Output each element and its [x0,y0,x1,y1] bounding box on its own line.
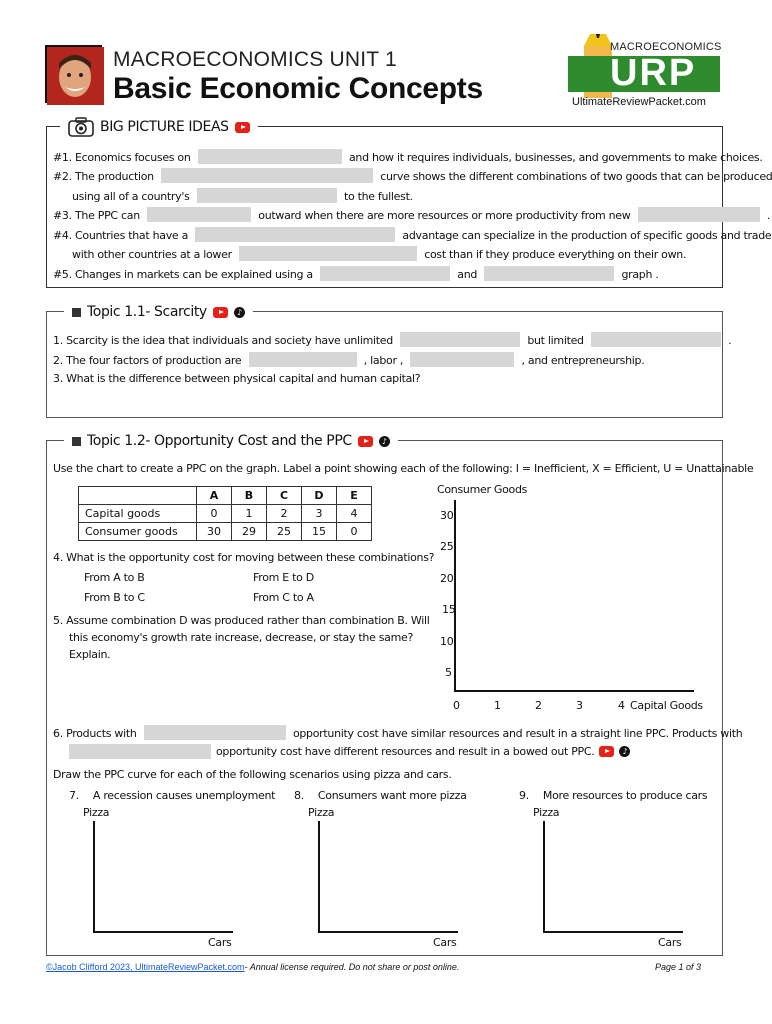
x-tick: 0 [453,699,460,712]
scenario-8 [294,789,494,954]
table-cell: 15 [302,523,337,541]
big-picture-header [60,116,258,138]
blank-field[interactable] [144,725,286,740]
y-tick: 30 [440,509,454,522]
scenario-x-label: Cars [658,936,682,949]
scenario-number: 9. [519,789,529,802]
y-tick: 25 [440,540,454,553]
scenario-text: A recession causes unemployment [92,789,276,802]
graph-y-label: Consumer Goods [437,483,528,496]
blank-field[interactable] [197,188,337,203]
scarcity-question-2: 2. The four factors of production are , labor , , and entrepreneurship. [53,354,645,367]
table-cell: A [197,487,232,505]
blank-field[interactable] [320,266,450,281]
q4-b-to-c: From B to C [84,591,145,604]
youtube-icon[interactable] [599,746,614,757]
youtube-icon[interactable] [235,122,250,133]
page-title: Basic Economic Concepts [113,72,483,105]
footer [46,962,459,972]
q4-c-to-a: From C to A [253,591,314,604]
author-photo [45,45,102,103]
big-picture-title: BIG PICTURE IDEAS [100,119,229,135]
x-tick: 4 [618,699,625,712]
scenario-x-axis [318,931,458,933]
table-cell: 0 [337,523,372,541]
scenario-7 [69,789,276,954]
big-picture-line-3: using all of a country's to the fullest. [72,190,413,203]
scenario-text: More resources to produce cars [542,789,708,802]
blank-field[interactable] [69,744,211,759]
scenario-x-axis [543,931,683,933]
table-cell: B [232,487,267,505]
scenario-y-label: Pizza [83,806,110,819]
camera-icon [68,117,94,137]
scenario-y-label: Pizza [533,806,560,819]
table-header-row [79,487,372,505]
combinations-table [78,486,372,541]
big-picture-line-7: #5. Changes in markets can be explained using a and graph . [53,268,659,281]
table-cell: 30 [197,523,232,541]
topic-1-1-header [64,301,253,323]
scarcity-question-3: 3. What is the difference between physical capital and human capital? [53,372,421,385]
question-5-line-3: Explain. [69,648,111,661]
big-picture-line-1: #1. Economics focuses on and how it requires individuals, businesses, and governments to make choices. [53,151,763,164]
blank-field[interactable] [239,246,417,261]
draw-instructions: Draw the PPC curve for each of the following scenarios using pizza and cars. [53,768,452,781]
big-picture-line-5: #4. Countries that have a advantage can specialize in the production of specific goods and trade [53,229,772,242]
footer-link[interactable]: ©Jacob Clifford 2023, UltimateReviewPacket.com [46,962,245,972]
y-tick: 15 [442,603,456,616]
logo-url: UltimateReviewPacket.com [572,96,706,108]
big-picture-line-4: #3. The PPC can outward when there are more resources or more productivity from new . [53,209,771,222]
blank-field[interactable] [198,149,342,164]
big-picture-line-2: #2. The production curve shows the different combinations of two goods that can be produced [53,170,772,183]
table-row [79,523,372,541]
urp-logo [568,34,720,110]
blank-field[interactable] [638,207,760,222]
y-tick: 20 [440,572,454,585]
topic-1-2-title: Topic 1.2- Opportunity Cost and the PPC [87,433,352,449]
table-cell: 4 [337,505,372,523]
table-cell: 3 [302,505,337,523]
question-6-line-2: opportunity cost have different resources and result in a bowed out PPC. ♪ [69,744,630,759]
table-cell: 1 [232,505,267,523]
big-picture-line-6: with other countries at a lower cost than if they produce everything on their own. [72,248,687,261]
y-tick: 5 [445,666,452,679]
table-cell: D [302,487,337,505]
bullet-icon [72,308,81,317]
x-tick: 1 [494,699,501,712]
scenario-x-label: Cars [208,936,232,949]
question-4: 4. What is the opportunity cost for moving between these combinations? [53,551,435,564]
graph-x-label: Capital Goods [630,699,703,712]
q4-a-to-b: From A to B [84,571,145,584]
blank-field[interactable] [147,207,251,222]
scenario-y-axis [318,821,320,933]
blank-field[interactable] [161,168,373,183]
page-number: Page 1 of 3 [655,962,702,972]
blank-field[interactable] [484,266,614,281]
table-row [79,505,372,523]
scenario-number: 7. [69,789,79,802]
question-5-line-2: this economy's growth rate increase, decrease, or stay the same? [69,631,414,644]
topic-1-1-title: Topic 1.1- Scarcity [87,304,207,320]
ppc-instructions: Use the chart to create a PPC on the graph. Label a point showing each of the following: I = Inefficient, X = Efficient, U = Unattainable [53,462,754,475]
scenario-text: Consumers want more pizza [317,789,467,802]
graph-x-axis [454,690,694,692]
y-tick: 10 [440,635,454,648]
table-cell: C [267,487,302,505]
tiktok-icon[interactable]: ♪ [379,436,390,447]
graph-y-axis [454,500,456,692]
scenario-9 [519,789,719,954]
scenario-x-axis [93,931,233,933]
blank-field[interactable] [249,352,357,367]
blank-field[interactable] [410,352,514,367]
scenario-y-label: Pizza [308,806,335,819]
scenario-number: 8. [294,789,304,802]
table-cell: Capital goods [79,505,197,523]
table-cell: 29 [232,523,267,541]
q4-e-to-d: From E to D [253,571,314,584]
blank-field[interactable] [400,332,520,347]
youtube-icon[interactable] [213,307,228,318]
x-tick: 3 [576,699,583,712]
blank-field[interactable] [591,332,721,347]
logo-main-text: URP [610,52,697,94]
table-cell: 0 [197,505,232,523]
logo-top-text: MACROECONOMICS [610,41,722,53]
x-tick: 2 [535,699,542,712]
footer-note: - Annual license required. Do not share or post online. [244,962,460,972]
tiktok-icon[interactable]: ♪ [234,307,245,318]
question-6-line-1: 6. Products with opportunity cost have similar resources and result in a straight line PPC. Products with [53,727,743,740]
bullet-icon [72,437,81,446]
table-cell: 25 [267,523,302,541]
blank-field[interactable] [195,227,395,242]
table-cell: E [337,487,372,505]
topic-1-2-header [64,430,398,452]
table-cell [79,487,197,505]
question-5-line-1: 5. Assume combination D was produced rather than combination B. Will [53,614,430,627]
scenario-y-axis [93,821,95,933]
tiktok-icon[interactable]: ♪ [619,746,630,757]
scenario-x-label: Cars [433,936,457,949]
table-cell: 2 [267,505,302,523]
scarcity-question-1: 1. Scarcity is the idea that individuals and society have unlimited but limited . [53,334,732,347]
table-cell: Consumer goods [79,523,197,541]
scenario-y-axis [543,821,545,933]
youtube-icon[interactable] [358,436,373,447]
unit-label: MACROECONOMICS UNIT 1 [113,48,397,71]
